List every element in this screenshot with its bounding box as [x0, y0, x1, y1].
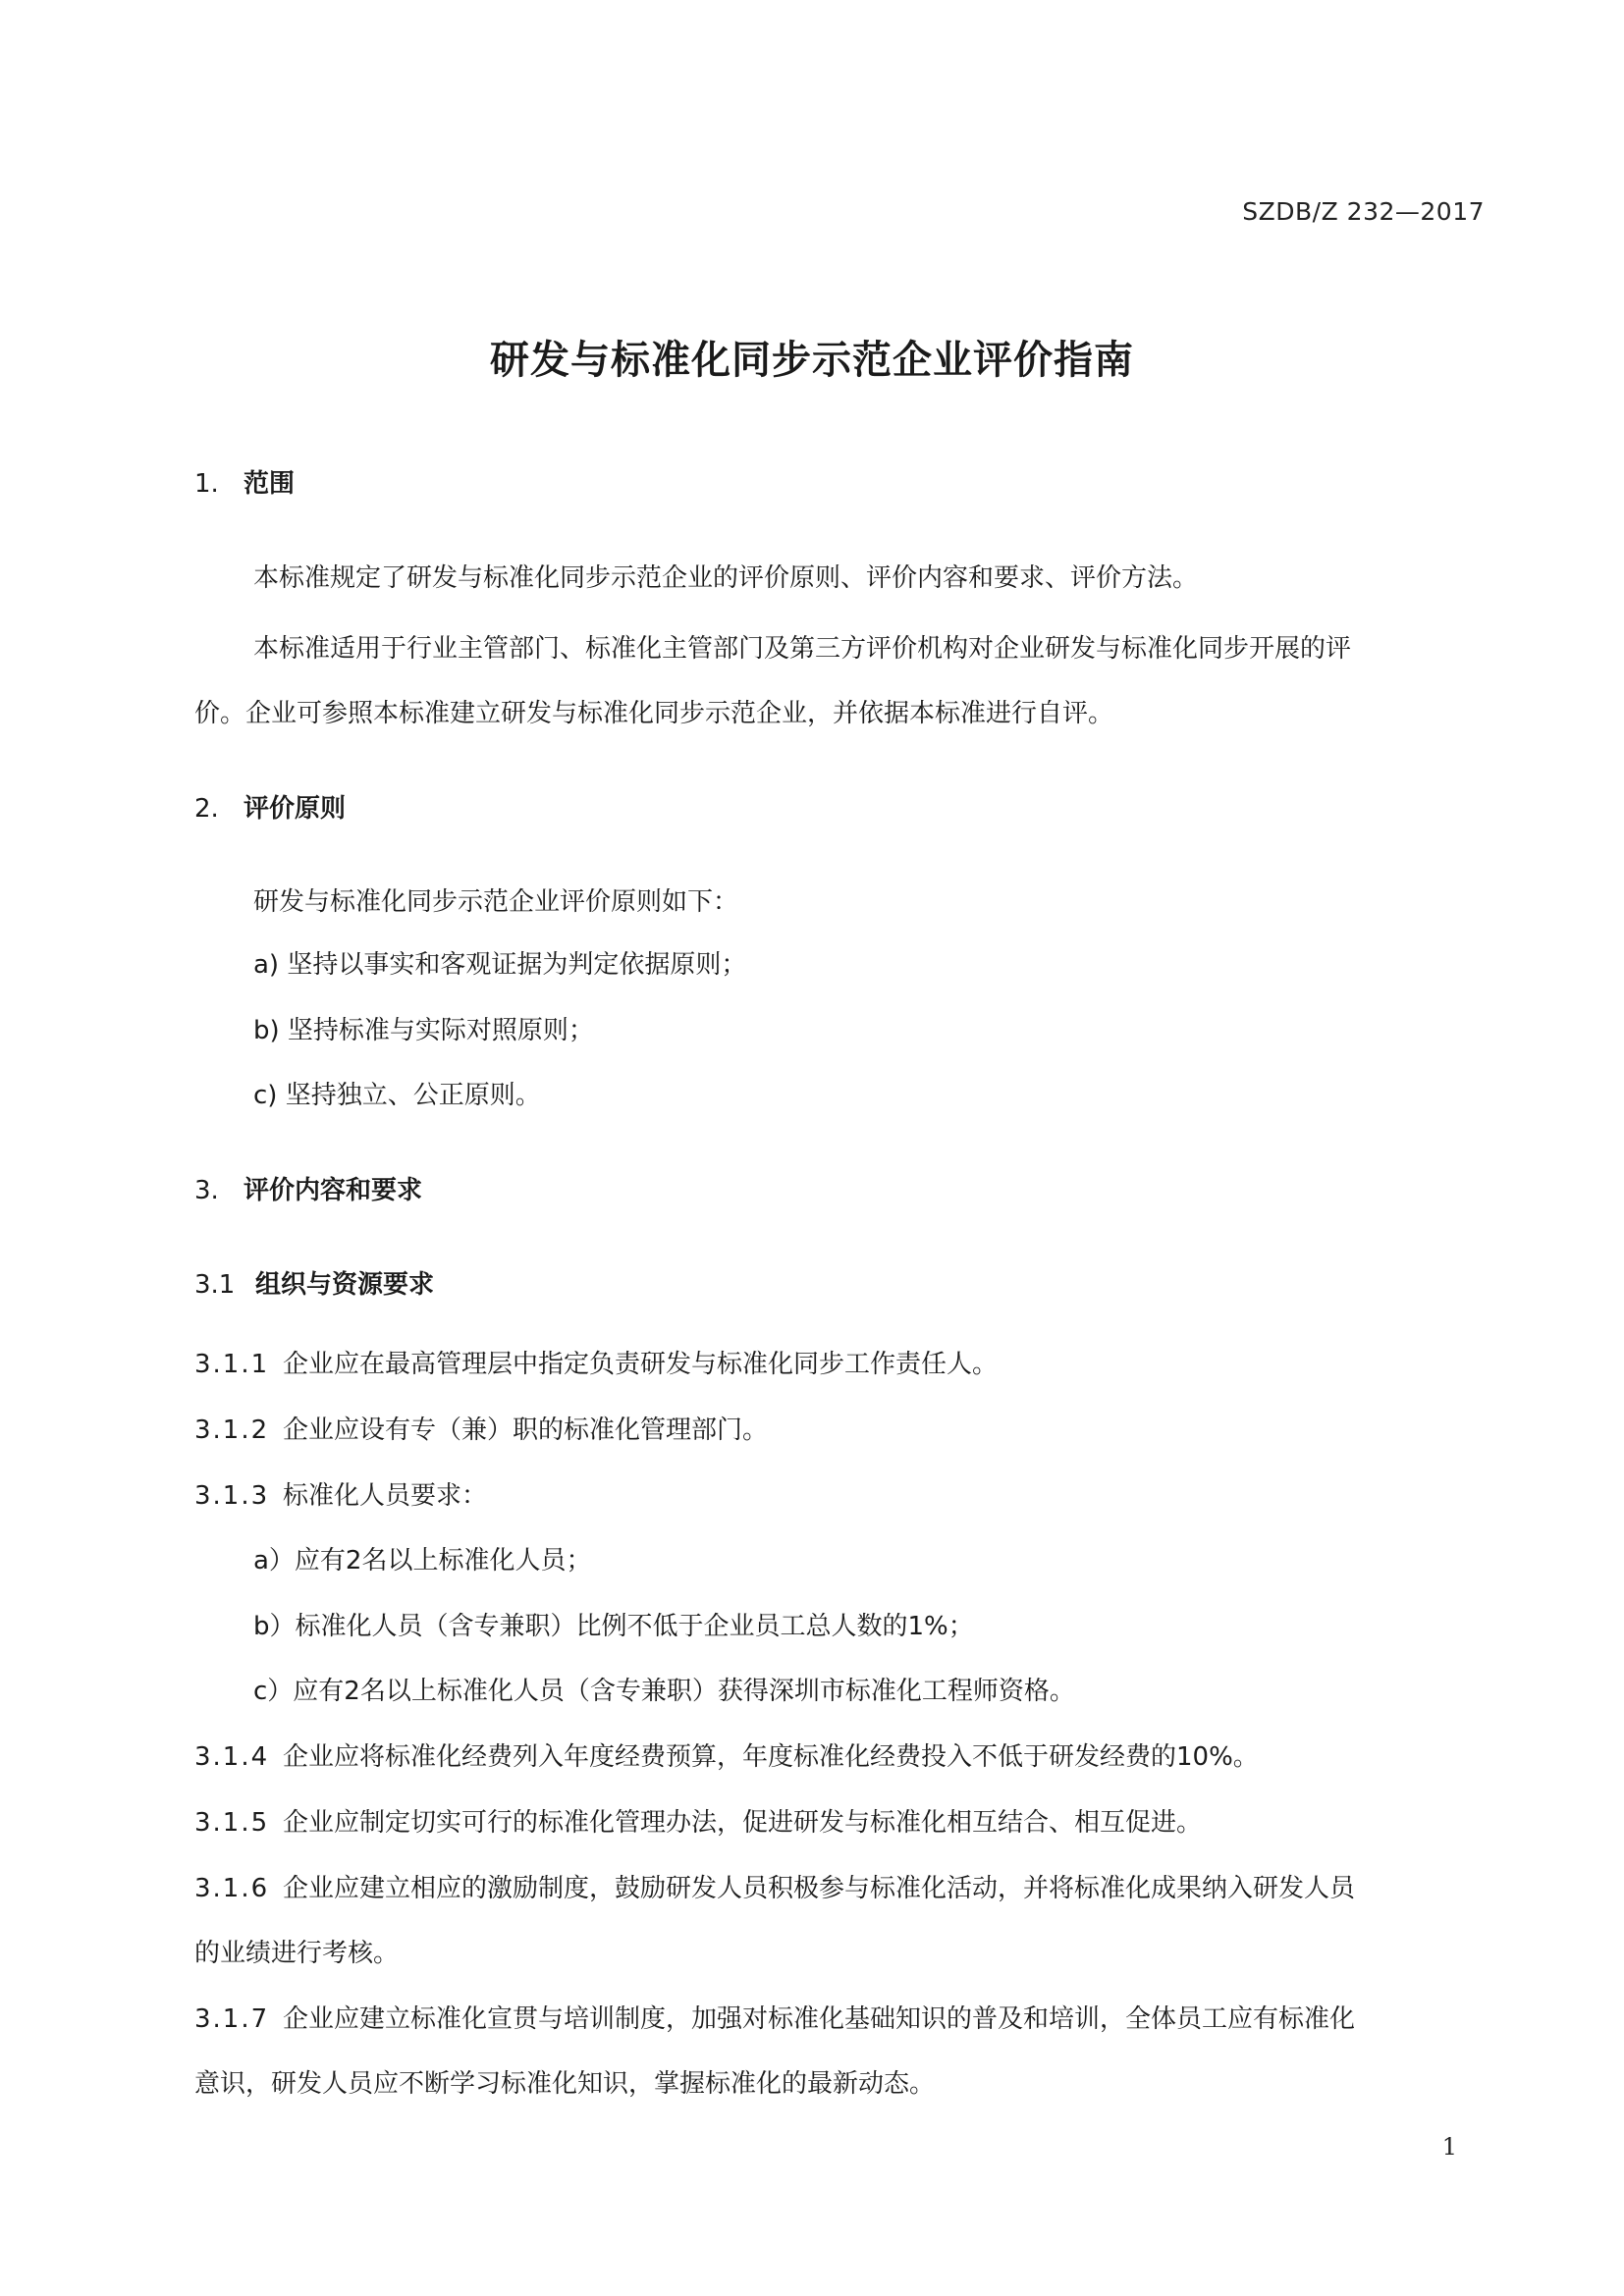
clause-3-1-5-text: 企业应制定切实可行的标准化管理办法，促进研发与标准化相互结合、相互促进。 — [283, 1808, 1203, 1838]
section-2-title: 评价原则 — [244, 794, 347, 824]
clause-3-1-6 — [194, 1868, 1355, 1904]
clause-3-1-3 — [194, 1475, 487, 1512]
section-2-number: 2. — [194, 794, 219, 824]
section-3-title: 评价内容和要求 — [244, 1176, 423, 1205]
clause-3-1-7-continued: 意识，研发人员应不断学习标准化知识，掌握标准化的最新动态。 — [194, 2069, 936, 2099]
clause-3-1-3-number: 3.1.3 — [194, 1481, 270, 1511]
section-1-heading — [194, 463, 295, 500]
clause-3-1-2 — [194, 1410, 768, 1446]
clause-3-1-2-text: 企业应设有专（兼）职的标准化管理部门。 — [283, 1415, 769, 1445]
clause-3-1-1-number: 3.1.1 — [194, 1350, 270, 1379]
clause-3-1-7 — [194, 1999, 1355, 2035]
page-number: 1 — [1441, 2133, 1457, 2161]
section-1-number: 1. — [194, 469, 219, 499]
section-2-heading — [194, 788, 346, 825]
clause-3-1-7-number: 3.1.7 — [194, 2004, 270, 2034]
clause-3-1-2-number: 3.1.2 — [194, 1415, 270, 1445]
document-title: 研发与标准化同步示范企业评价指南 — [490, 338, 1134, 383]
clause-3-1-5-number: 3.1.5 — [194, 1808, 270, 1838]
clause-3-1-4 — [194, 1736, 1259, 1773]
principle-item-b: b) 坚持标准与实际对照原则； — [253, 1016, 594, 1045]
subsection-3-1-heading — [194, 1264, 434, 1301]
clause-3-1-1 — [194, 1344, 998, 1380]
subsection-3-1-number: 3.1 — [194, 1270, 236, 1300]
section-3-heading — [194, 1170, 422, 1206]
staff-requirement-a: a）应有2名以上标准化人员； — [253, 1546, 592, 1575]
clause-3-1-1-text: 企业应在最高管理层中指定负责研发与标准化同步工作责任人。 — [283, 1350, 999, 1379]
clause-3-1-3-text: 标准化人员要求： — [283, 1481, 488, 1511]
clause-3-1-6-number: 3.1.6 — [194, 1874, 270, 1903]
section-2-intro: 研发与标准化同步示范企业评价原则如下： — [253, 887, 739, 917]
clause-3-1-4-number: 3.1.4 — [194, 1742, 270, 1772]
section-3-number: 3. — [194, 1176, 219, 1205]
principle-item-c: c) 坚持独立、公正原则。 — [253, 1081, 541, 1110]
clause-3-1-5 — [194, 1802, 1202, 1839]
standard-code: SZDB/Z 232—2017 — [1242, 197, 1485, 226]
section-1-paragraph-1: 本标准规定了研发与标准化同步示范企业的评价原则、评价内容和要求、评价方法。 — [253, 563, 1199, 593]
clause-3-1-6-continued: 的业绩进行考核。 — [194, 1939, 400, 1968]
subsection-3-1-title: 组织与资源要求 — [255, 1270, 435, 1300]
section-1-title: 范围 — [244, 469, 296, 499]
section-1-paragraph-2-continued: 价。企业可参照本标准建立研发与标准化同步示范企业，并依据本标准进行自评。 — [194, 699, 1114, 728]
staff-requirement-b: b）标准化人员（含专兼职）比例不低于企业员工总人数的1%； — [253, 1612, 974, 1641]
staff-requirement-c: c）应有2名以上标准化人员（含专兼职）获得深圳市标准化工程师资格。 — [253, 1677, 1075, 1706]
clause-3-1-4-text: 企业应将标准化经费列入年度经费预算，年度标准化经费投入不低于研发经费的10%。 — [283, 1742, 1259, 1772]
clause-3-1-6-text: 企业应建立相应的激励制度，鼓励研发人员积极参与标准化活动，并将标准化成果纳入研发人员 — [283, 1874, 1356, 1903]
principle-item-a: a) 坚持以事实和客观证据为判定依据原则； — [253, 950, 747, 980]
clause-3-1-7-text: 企业应建立标准化宣贯与培训制度，加强对标准化基础知识的普及和培训，全体员工应有标准化 — [283, 2004, 1356, 2034]
section-1-paragraph-2: 本标准适用于行业主管部门、标准化主管部门及第三方评价机构对企业研发与标准化同步开展的评 — [253, 634, 1352, 664]
